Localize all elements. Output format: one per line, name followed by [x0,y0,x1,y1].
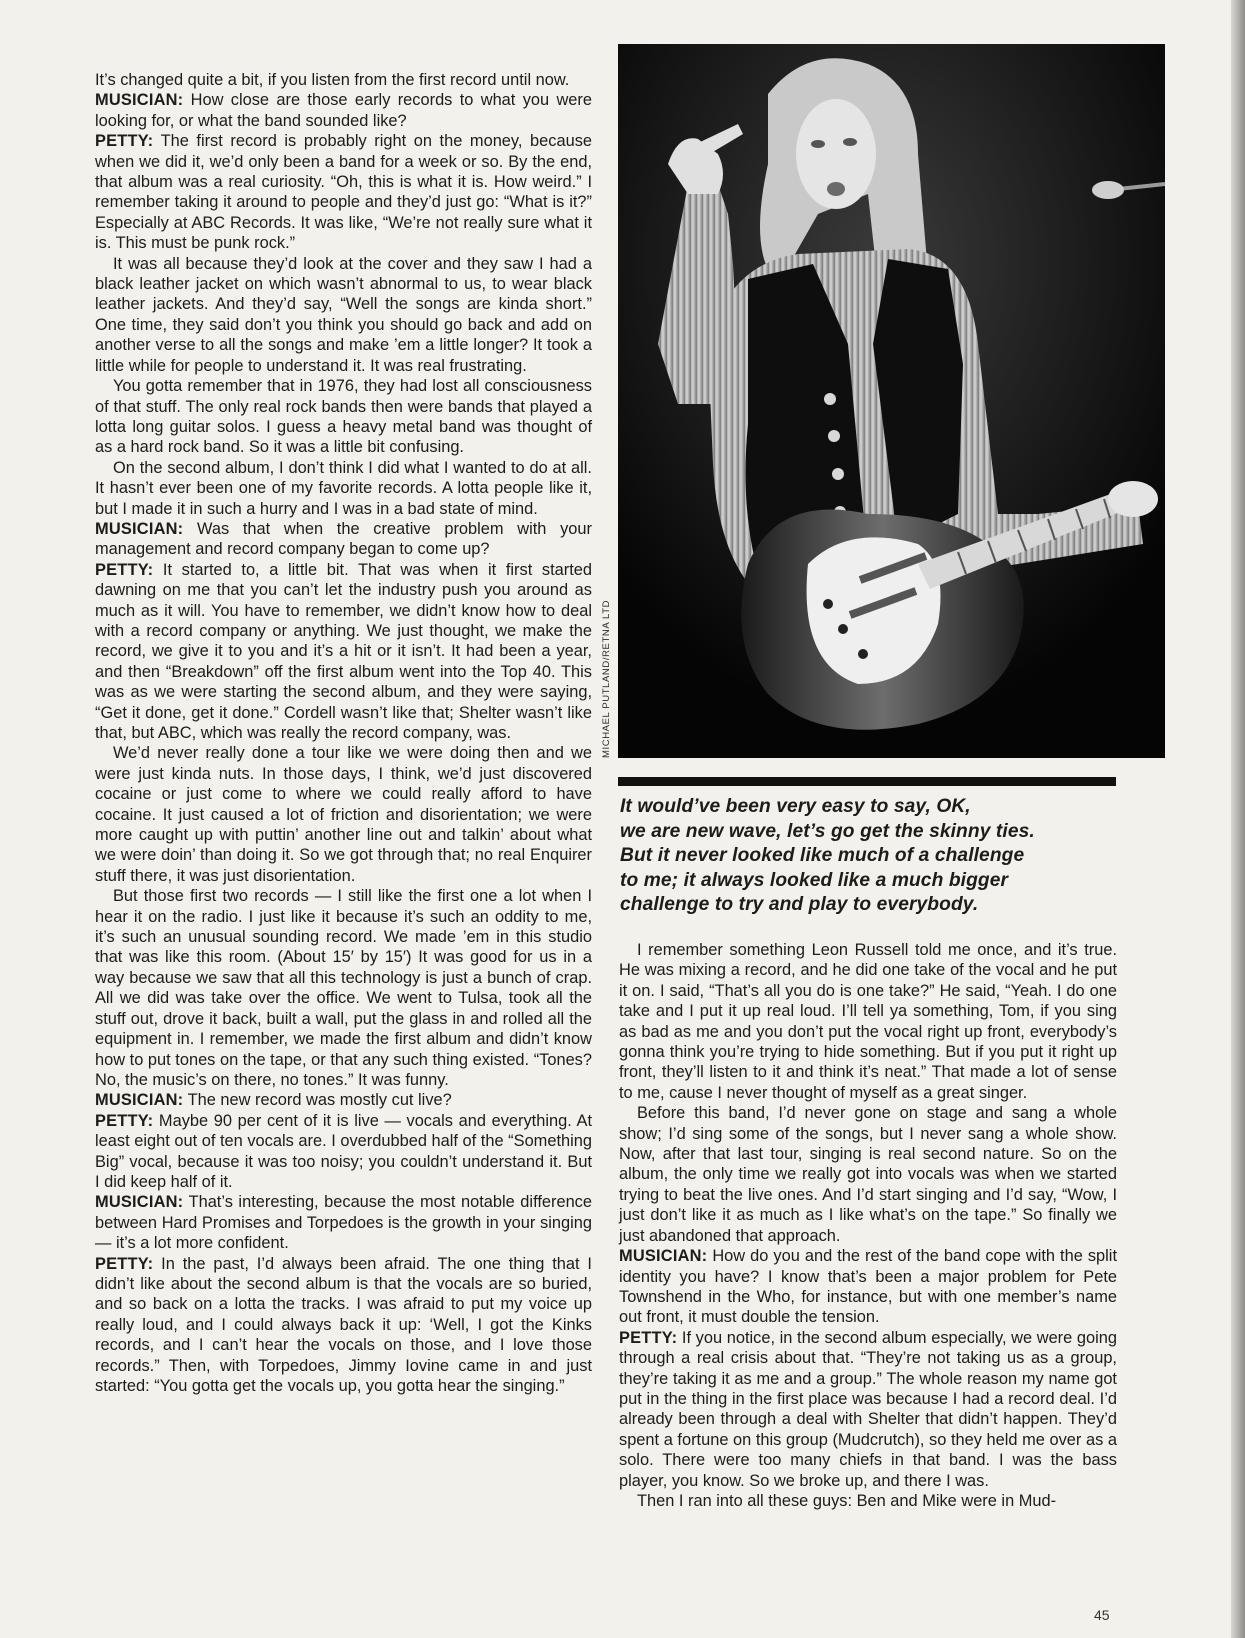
pull-quote-rule [618,777,1116,786]
article-paragraph [95,131,592,253]
speaker-label: MUSICIAN: [95,91,184,110]
speaker-label: PETTY: [95,1111,154,1130]
speaker-label: MUSICIAN: [95,1091,184,1110]
speaker-label: PETTY: [619,1328,678,1347]
page-edge-shadow [1231,0,1245,1638]
paragraph-text: How do you and the rest of the band cope with the split identity you have? I know that’s been a major problem for Pete Townshend in the Who, for instance, but with one member’s name out front, it must double the tension. [619,1247,1118,1327]
pull-quote-line: It would’ve been very easy to say, OK, [620,796,971,817]
paragraph-text: If you notice, in the second album especially, we were going through a real crisis about that. “They’re not taking us as a group, they’re taking it as me and a group.” The whole reason my name got put in the thing in the first place was because I had a record deal. I’d already been through a deal with Shelter that didn’t happen. They’d spent a fortune on this group (Mudcrutch), so they held me over as a solo. There were too many chiefs in that band. I was the bass player, you know. So we broke up, and there I was. [619,1328,1117,1490]
paragraph-text: Before this band, I’d never gone on stage and sang a whole show; I’d sing some of the songs, but I never sang a whole show. Now, after that last tour, singing is real second nature. So on the album, the only time we really got into vocals was when we started trying to beat the live ones. And I’d start singing and I’d say, “Wow, I just don’t like it as much as I like what’s on the tape.” So finally we just abandoned that approach. [619,1104,1117,1245]
paragraph-text: That’s interesting, because the most notable difference between Hard Promises and Torpedoes is the growth in your singing — it’s a lot more confident. [95,1193,592,1253]
speaker-label: PETTY: [95,1254,154,1273]
article-paragraph [619,1246,1117,1328]
article-paragraph [619,1103,1117,1246]
article-paragraph [95,560,592,744]
article-paragraph [95,376,592,458]
paragraph-text: In the past, I’d always been afraid. The one thing that I didn’t like about the second album is that the vocals are so buried, and so back on a lotta the tracks. I was afraid to put my voice up really loud, and I could always back it up: ‘Well, I got the Kinks records, and I can’t hear the vocals on those, and I love those records.” Then, with Torpedoes, Jimmy Iovine came in and just started: “You gotta get the vocals up, you gotta hear the singing.” [95,1254,592,1395]
speaker-label: MUSICIAN: [95,1193,184,1212]
pull-quote-line: challenge to try and play to everybody. [620,894,979,916]
pull-quote-line: But it never looked like much of a challenge [620,845,1025,867]
speaker-label: MUSICIAN: [95,519,184,538]
pull-quote-line: to me; it always looked like a much bigger [620,869,1009,891]
paragraph-text: Was that when the creative problem with your management and record company began to come up? [95,519,592,559]
paragraph-text: I remember something Leon Russell told me once, and it’s true. He was mixing a record, and he did one take of the vocal and he put it on. I said, “That’s all you do is one take?” He said, “Yeah. I do one take and I put it up real loud. I’ll tell ya something, Tom, if you sing as bad as me and you don’t put the vocal right up front, everybody’s gonna think you’re trying to hide something. But if you put it right up front, they’ll listen to it and think it’s neat.” That made a lot of sense to me, cause I never thought of myself as a great singer. [619,941,1117,1102]
paragraph-text: We’d never really done a tour like we were doing then and we were just kinda nuts. In those days, I think, we’d just discovered cocaine or just come to where we could really afford to have cocaine. It just caused a lot of friction and disorientation; we were more caught up with puttin’ another line out and talkin’ about what we were doin’ than doing it. So we got through that; no real Enquirer stuff there, it was just disorientation. [95,744,592,885]
paragraph-text: The first record is probably right on the money, because when we did it, we’d only been a band for a week or so. By the end, that album was a real curiosity. “Oh, this is what it is. How weird.” I remember taking it around to people and they’d just go: “What is it?” Especially at ABC Records. It was like, “We’re not really sure what it is. This must be punk rock.” [95,132,593,253]
photo-credit: MICHAEL PUTLAND/RETNA LTD [601,599,612,758]
speaker-label: MUSICIAN: [619,1247,708,1266]
article-paragraph [619,1328,1117,1491]
performer-image [618,44,1165,758]
paragraph-text: How close are those early records to what you were looking for, or what the band sounded like? [95,91,592,130]
article-paragraph [95,743,592,886]
speaker-label: PETTY: [95,132,154,151]
paragraph-text: It was all because they’d look at the cover and they saw I had a black leather jacket on which wasn’t abnormal to us, to wear black leather jackets. And they’d say, “Well the songs are kinda short.” One time, they said don’t you think you should go back and add on another verse to all the songs and make ’em a little longer? It took a little while for people to understand it. It was real frustrating. [95,254,592,375]
article-paragraph [619,1491,1117,1511]
paragraph-text: But those first two records — I still like the first one a lot when I hear it on the radio. I just like it because it’s such an oddity to me, it’s such an unusual sounding record. We made ’em in this studio that was like this room. (About 15′ by 15′) It was good for us in a way because we saw that all this technology is just a bunch of crap. All we did was take over the office. We went to Tulsa, took all the stuff out, drove it back, built a wall, put the glass in and rolled all the equipment in. I remember, we made the first album and didn’t know how to put tones on the tape, or that any such thing existed. “Tones? No, the music’s on there, no tones.” It was funny. [95,887,592,1089]
pull-quote [620,795,1140,918]
article-paragraph [95,90,592,131]
paragraph-text: Then I ran into all these guys: Ben and Mike were in Mud- [637,1491,1057,1510]
article-paragraph [95,886,592,1090]
concert-photo [618,44,1165,758]
article-paragraph [95,1090,592,1110]
paragraph-text: It started to, a little bit. That was when it first started dawning on me that you can’t let the industry push you around as much as it will. You have to remember, we didn’t know how to deal with a record company or anything. We just thought, we make the record, we give it to you and it’s a hit or it isn’t. It had been a year, and then “Breakdown” off the first album went into the Top 40. This was as we were starting the second album, and they were saying, “Get it done, get it done.” Cordell wasn’t like that; Shelter wasn’t like that, but ABC, which was really the record company, was. [95,560,592,742]
page-number: 45 [1094,1607,1110,1623]
article-paragraph [95,519,592,560]
paragraph-text: You gotta remember that in 1976, they had lost all consciousness of that stuff. The only real rock bands then were bands that played a lotta long guitar solos. I guess a heavy metal band was thought of as a hard rock band. So it was a little bit confusing. [95,377,592,457]
article-paragraph [619,940,1117,1103]
paragraph-text: The new record was mostly cut live? [187,1091,452,1110]
article-paragraph [95,1192,592,1253]
article-paragraph [95,254,592,376]
article-paragraph [95,1111,592,1193]
article-paragraph [95,458,592,519]
speaker-label: PETTY: [95,560,154,579]
paragraph-text: Maybe 90 per cent of it is live — vocals and everything. At least eight out of ten vocals are. I overdubbed half of the “Something Big” vocal, because it was too noisy; you couldn’t understand it. But I did keep half of it. [95,1111,592,1191]
article-paragraph [95,1254,592,1397]
paragraph-text: It’s changed quite a bit, if you listen from the first record until now. [95,71,570,89]
pull-quote-line: we are new wave, let’s go get the skinny ties. [620,820,1035,842]
article-column-left [95,70,592,1396]
article-column-right [619,940,1117,1511]
paragraph-text: On the second album, I don’t think I did what I wanted to do at all. It hasn’t ever been one of my favorite records. A lotta people like it, but I made it in such a hurry and I was in a bad state of mind. [95,458,592,518]
article-paragraph [95,70,592,90]
